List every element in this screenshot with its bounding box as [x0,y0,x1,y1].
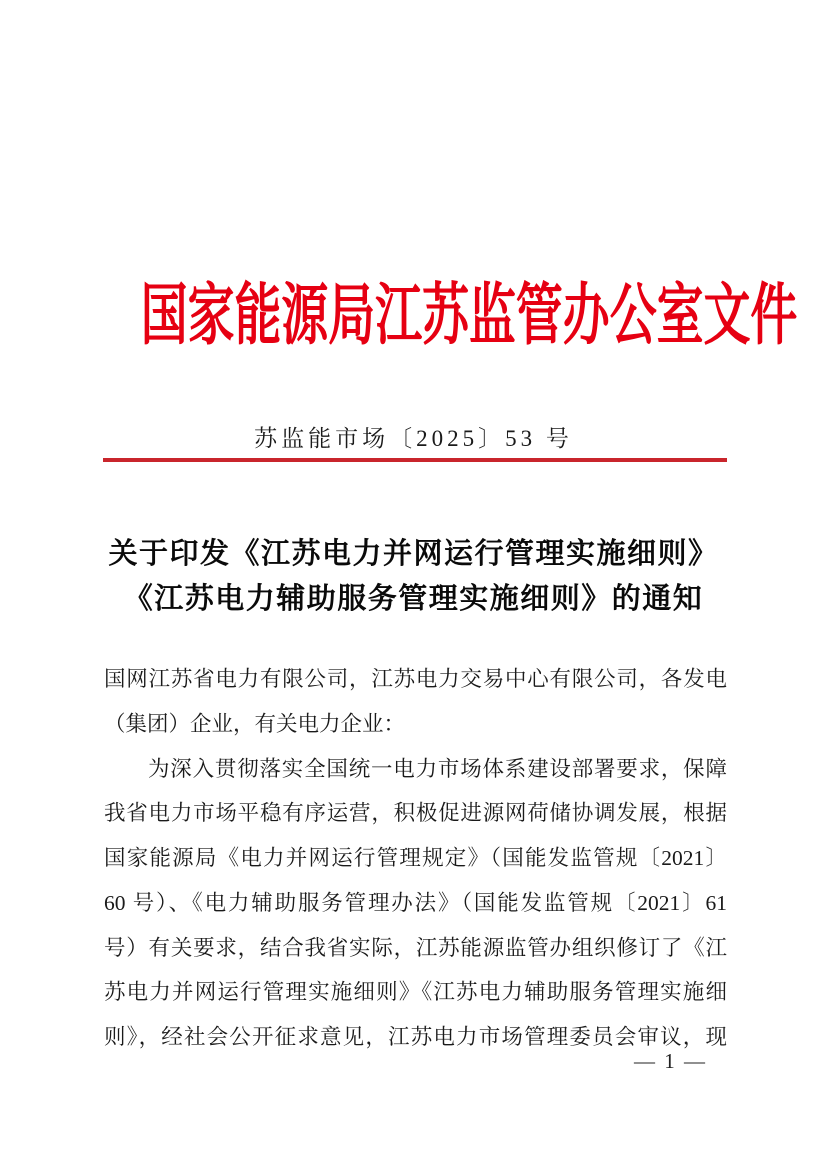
body-line: 60 号）、《电力辅助服务管理办法》（国能发监管规〔2021〕61 [104,890,727,915]
body-line: 号）有关要求，结合我省实际，江苏能源监管办组织修订了《江 [104,935,727,960]
notice-title-line-1: 关于印发《江苏电力并网运行管理实施细则》 [108,538,719,570]
body-line: 为深入贯彻落实全国统一电力市场体系建设部署要求，保障 [148,756,727,781]
red-divider-line [103,458,727,462]
notice-title [0,532,827,622]
letterhead-title: 国家能源局江苏监管办公室文件 [140,279,798,353]
document-number: 苏监能市场〔2025〕53 号 [254,426,573,451]
letterhead [0,280,827,370]
notice-title-line-2: 《江苏电力辅助服务管理实施细则》的通知 [123,583,704,615]
body-line: 国网江苏省电力有限公司，江苏电力交易中心有限公司，各发电 [104,667,727,691]
body-line: 我省电力市场平稳有序运营，积极促进源网荷储协调发展，根据 [104,801,727,826]
body-line: 则》，经社会公开征求意见，江苏电力市场管理委员会审议，现 [104,1025,727,1049]
body-line: 苏电力并网运行管理实施细则》《江苏电力辅助服务管理实施细 [104,980,727,1005]
body-line: 国家能源局《电力并网运行管理规定》（国能发监管规〔2021〕 [104,846,727,870]
body-line: （集团）企业，有关电力企业： [104,711,406,736]
document-body [104,657,727,1060]
page-number: — 1 — [634,1049,707,1073]
